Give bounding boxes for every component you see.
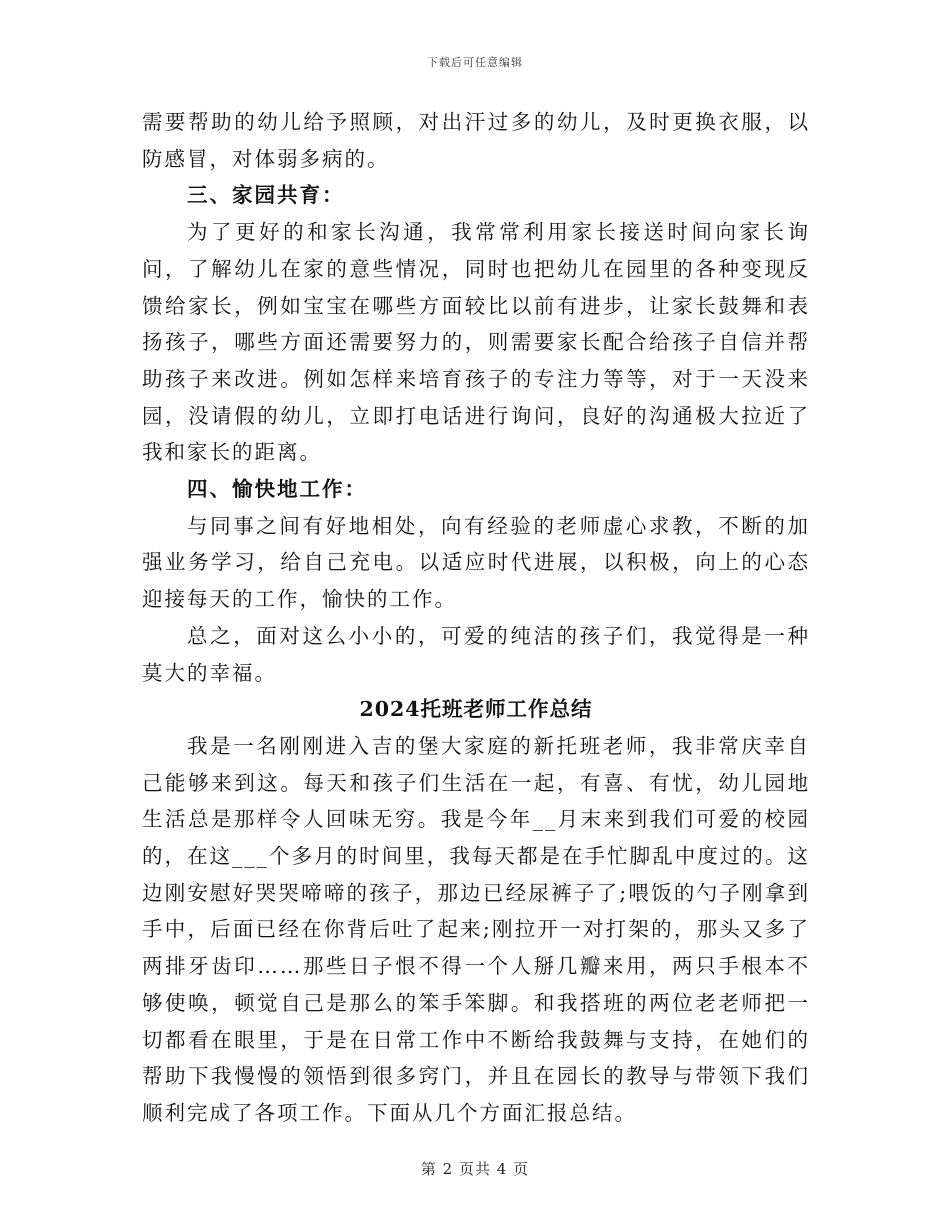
section-heading-home-school: 三、家园共育：	[187, 183, 345, 208]
paragraph-care: 需要帮助的幼儿给予照顾，对出汗过多的幼儿，及时更换衣服，以防感冒，对体弱多病的。	[142, 110, 810, 171]
document-title: 2024托班老师工作总结	[359, 697, 593, 722]
section-heading-happy-work: 四、愉快地工作：	[187, 477, 367, 502]
paragraph-colleagues: 与同事之间有好地相处，向有经验的老师虚心求教，不断的加强业务学习，给自己充电。以适应时代进展，以积极，向上的心态迎接每天的工作，愉快的工作。	[142, 513, 810, 612]
paragraph-parent-communication: 为了更好的和家长沟通，我常常利用家长接送时间向家长询问，了解幼儿在家的意些情况，同时也把幼儿在园里的各种变现反馈给家长，例如宝宝在哪些方面较比以前有进步，让家长鼓舞和表扬孩子，哪些方面还需要努力的，则需要家长配合给孩子自信并帮助孩子来改进。例如怎样来培育孩子的专注力等等，对于一天没来园，没请假的幼儿，立即打电话进行询问，良好的沟通极大拉近了我和家长的距离。	[142, 220, 810, 465]
paragraph-conclusion: 总之，面对这么小小的，可爱的纯洁的孩子们，我觉得是一种莫大的幸福。	[142, 623, 810, 685]
page-footer: 第 2 页共 4 页	[420, 1160, 530, 1178]
document-body	[142, 104, 810, 1132]
page-header: 下载后可任意编辑	[427, 56, 523, 69]
paragraph-intro: 我是一名刚刚进入吉的堡大家庭的新托班老师，我非常庆幸自己能够来到这。每天和孩子们生活在一起，有喜、有忧，幼儿园地生活总是那样令人回味无穷。我是今年__月末来到我们可爱的校园的，在这___个多月的时间里，我每天都是在手忙脚乱中度过的。这边刚安慰好哭哭啼啼的孩子，那边已经尿裤子了;喂饭的勺子刚拿到手中，后面已经在你背后吐了起来;刚拉开一对打架的，那头又多了两排牙齿印……那些日子恨不得一个人掰几瓣来用，两只手根本不够使唤，顿觉自己是那么的笨手笨脚。和我搭班的两位老老师把一切都看在眼里，于是在日常工作中不断给我鼓舞与支持，在她们的帮助下我慢慢的领悟到很多窍门，并且在园长的教导与带领下我们顺利完成了各项工作。下面从几个方面汇报总结。	[142, 733, 810, 1125]
